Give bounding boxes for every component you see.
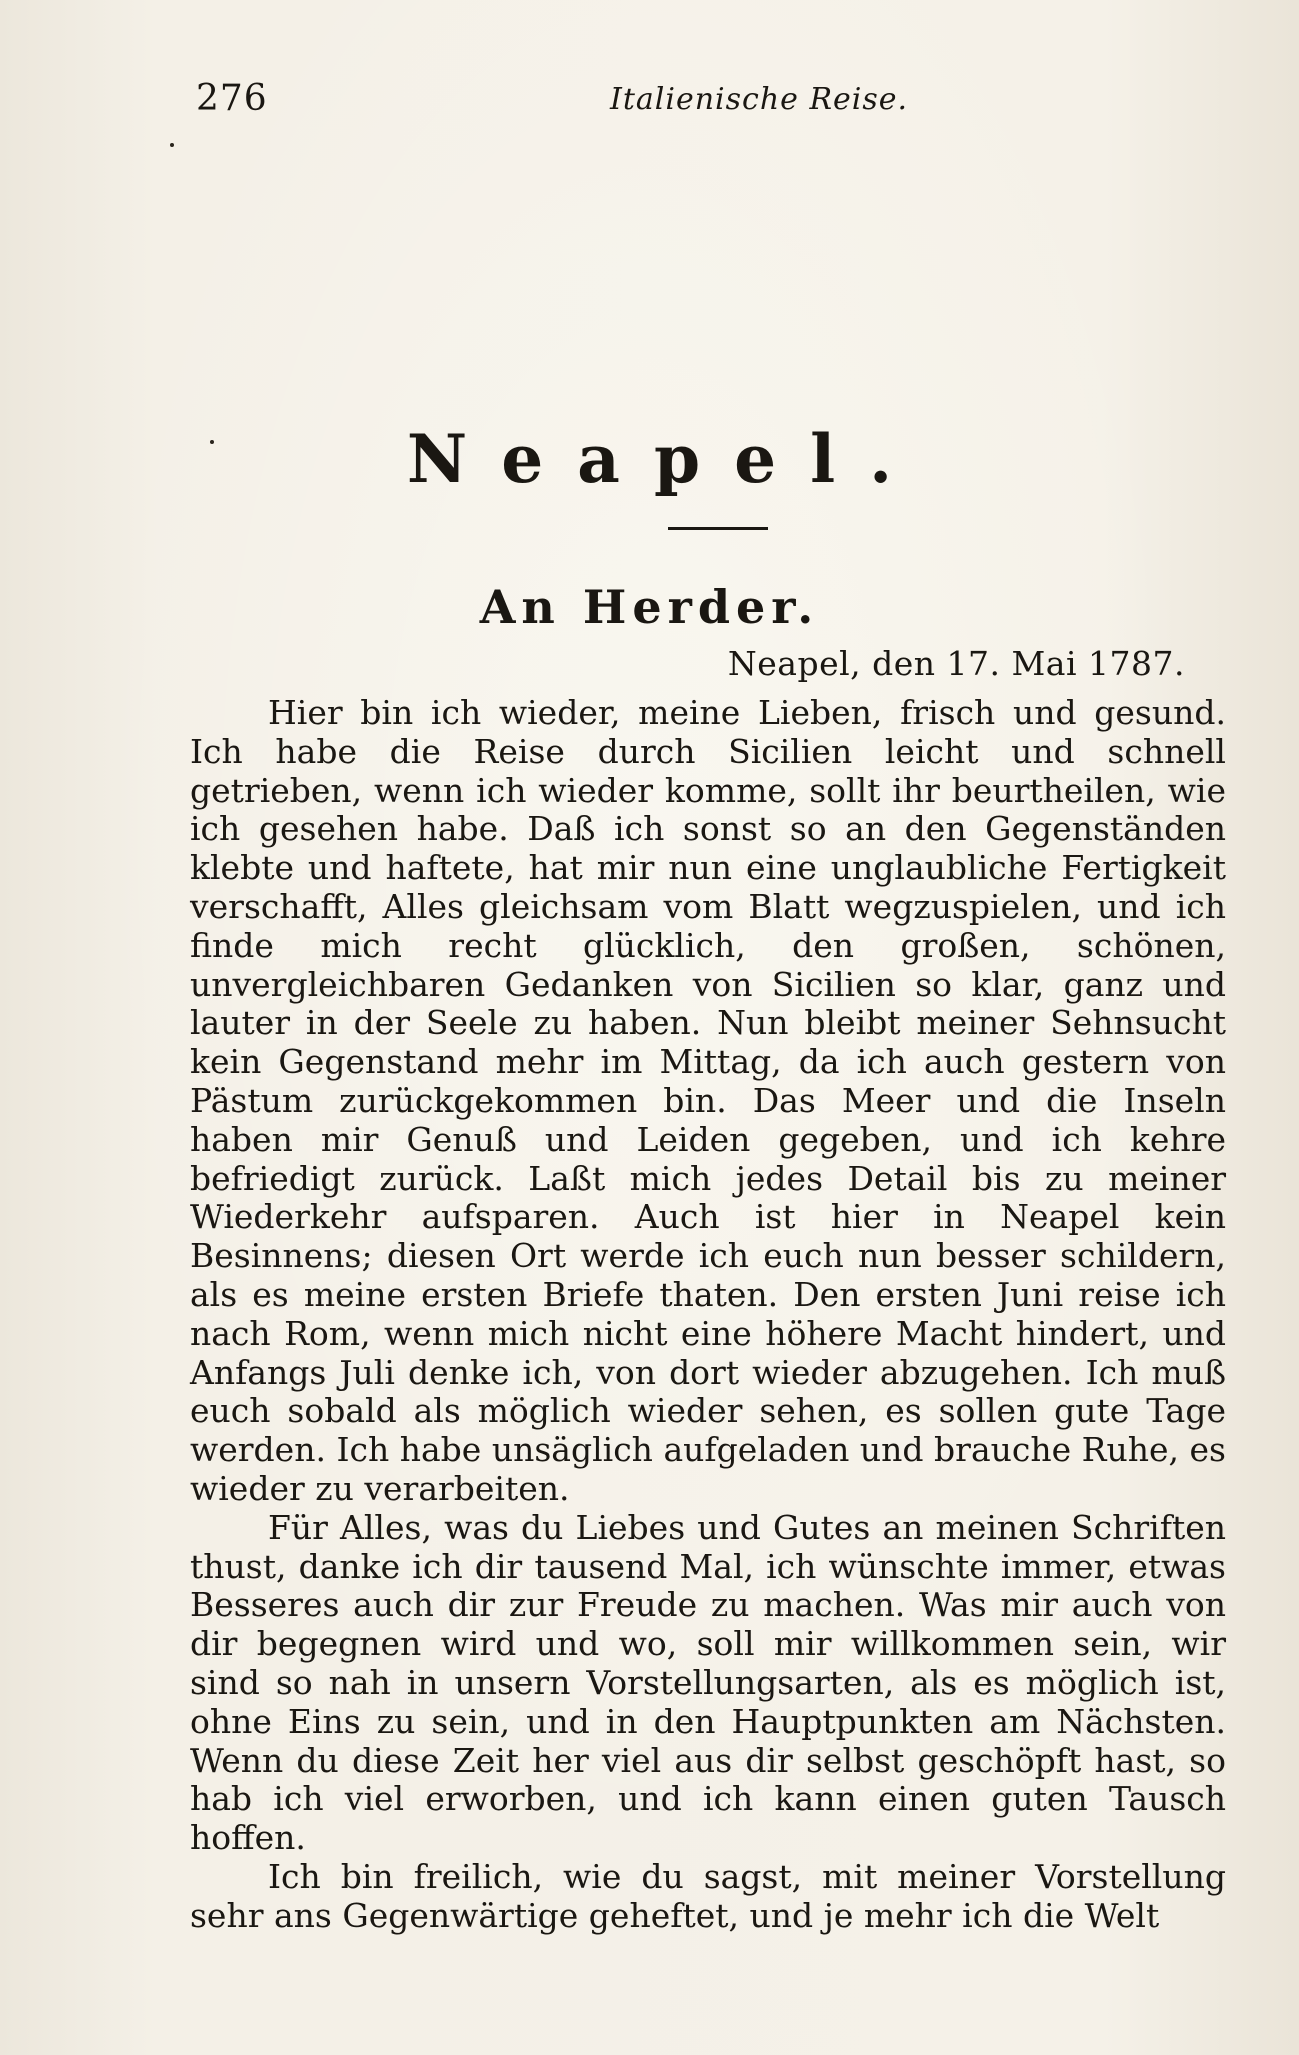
dateline: Neapel, den 17. Mai 1787. <box>727 644 1185 683</box>
paragraph: Hier bin ich wieder, meine Lieben, frisch und gesund. Ich habe die Reise durch Sicilien leicht und schnell getrieben, wenn ich wieder komme, sollt ihr beurtheilen, wie ich gesehen habe. Daß ich sonst so an den Gegenständen klebte und haftete, hat mir nun eine unglaubliche Fertigkeit verschafft, Alles gleichsam vom Blatt wegzuspielen, und ich finde mich recht glücklich, den großen, schönen, unvergleichbaren Gedanken von Sicilien so klar, ganz und lauter in der Seele zu haben. Nun bleibt meiner Sehnsucht kein Gegenstand mehr im Mittag, da ich auch gestern von Pästum zurückgekommen bin. Das Meer und die Inseln haben mir Genuß und Leiden gegeben, und ich kehre befriedigt zurück. Laßt mich jedes Detail bis zu meiner Wiederkehr aufsparen. Auch ist hier in Neapel kein Besinnens; diesen Ort werde ich euch nun besser schildern, als es meine ersten Briefe thaten. Den ersten Juni reise ich nach Rom, wenn mich nicht eine höhere Macht hindert, und Anfangs Juli denke ich, von dort wieder abzugehen. Ich muß euch sobald als möglich wieder sehen, es sollen gute Tage werden. Ich habe unsäglich aufgeladen und brauche Ruhe, es wieder zu verarbeiten. <box>190 693 1226 1508</box>
paragraph: Ich bin freilich, wie du sagst, mit meiner Vorstellung sehr ans Gegenwärtige geheftet, und je mehr ich die Welt <box>190 1856 1226 1935</box>
page-number: 276 <box>196 78 268 119</box>
body-text <box>190 694 1226 1936</box>
letter-heading: An Herder. <box>479 580 820 634</box>
running-head <box>0 78 1299 122</box>
title-rule <box>668 527 768 530</box>
paragraph: Für Alles, was du Liebes und Gutes an meinen Schriften thust, danke ich dir tausend Mal, ich wünschte immer, etwas Besseres auch dir zur Freude zu machen. Was mir auch von dir begegnen wird und wo, soll mir willkommen sein, wir sind so nah in unsern Vorstellungsarten, als es möglich ist, ohne Eins zu sein, und in den Hauptpunkten am Nächsten. Wenn du diese Zeit her viel aus dir selbst geschöpft hast, so hab ich viel erworben, und ich kann einen guten Tausch hoffen. <box>190 1507 1226 1858</box>
ink-speck <box>170 143 174 147</box>
chapter-title: Neapel. <box>406 420 927 498</box>
show-through-text <box>185 160 1225 310</box>
ink-speck <box>210 440 214 444</box>
running-title: Italienische Reise. <box>610 82 909 117</box>
